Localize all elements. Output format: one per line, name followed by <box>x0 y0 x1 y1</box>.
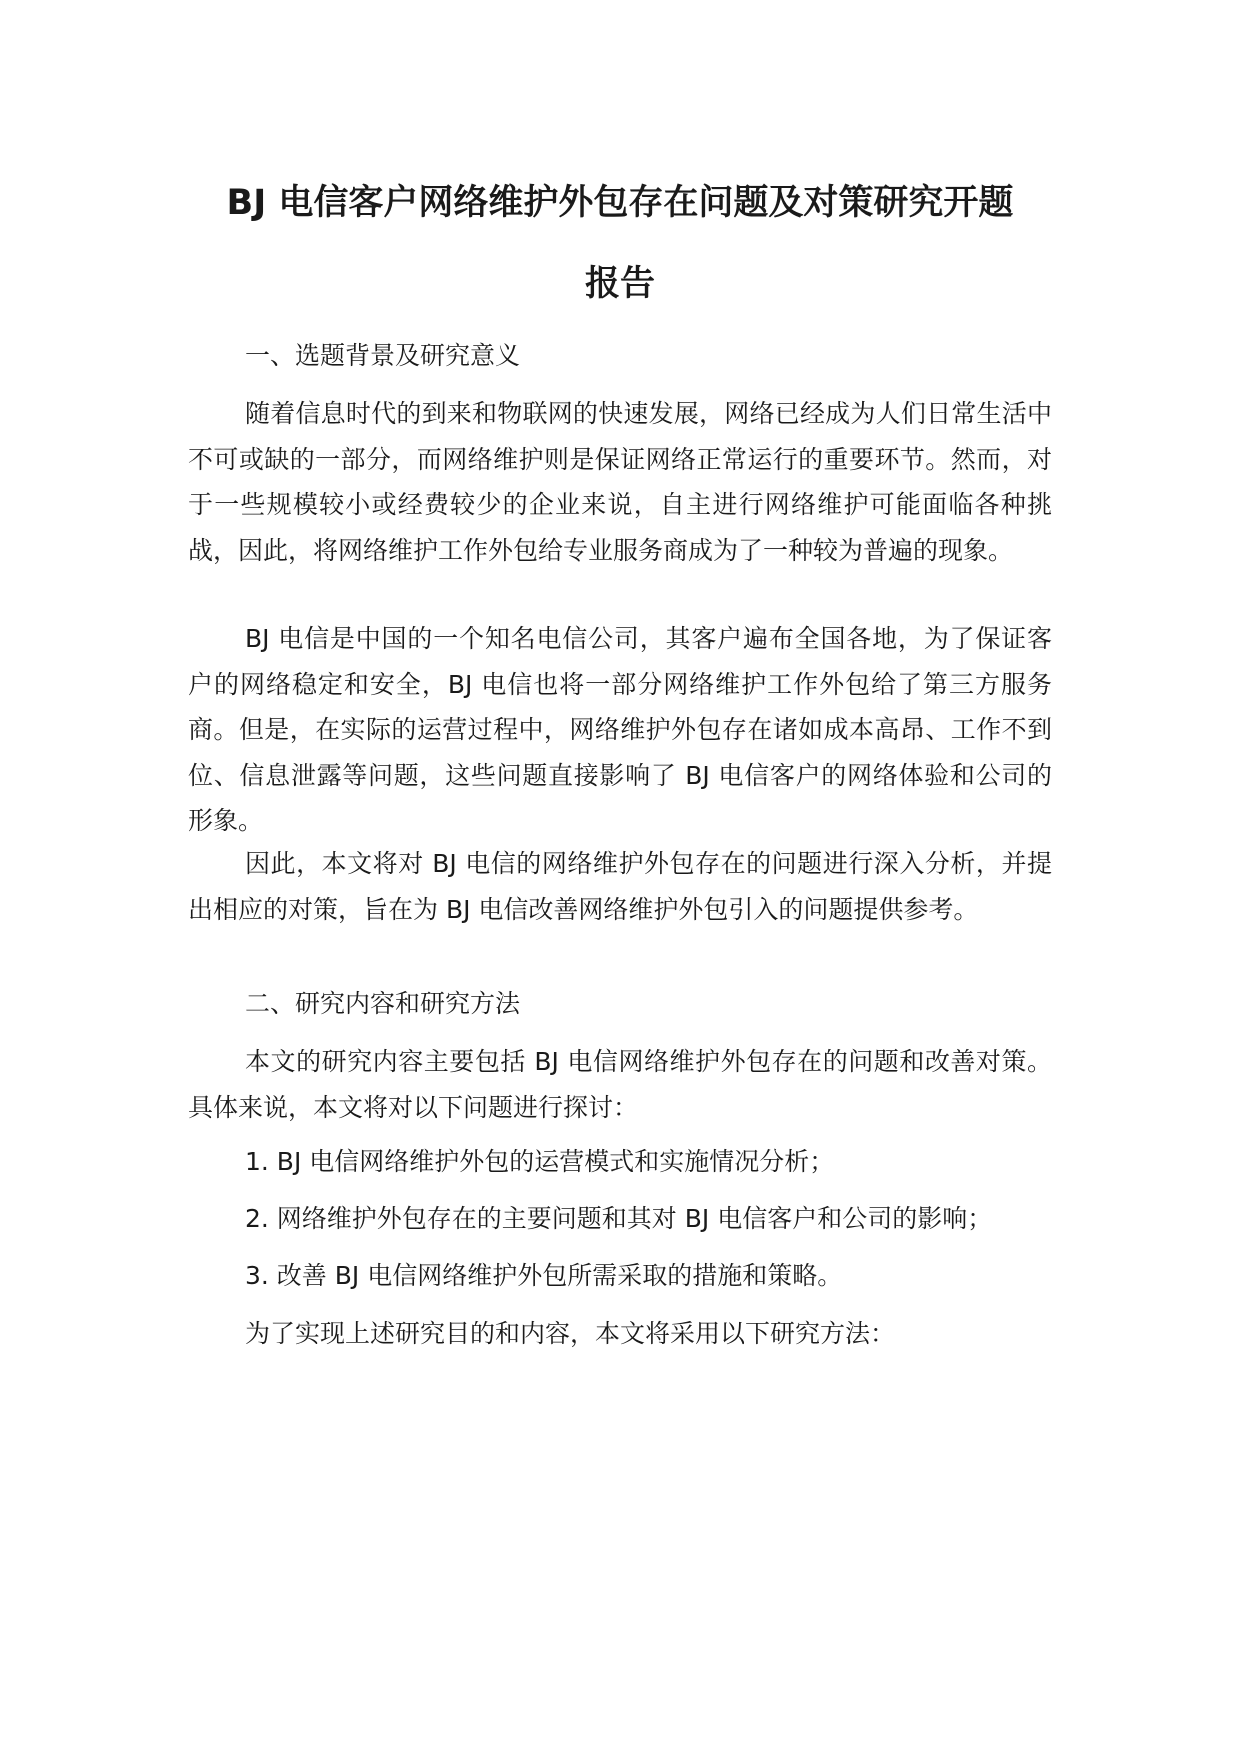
document-title-line-1: BJ 电信客户网络维护外包存在问题及对策研究开题 <box>226 183 1014 223</box>
list-item: 3. 改善 BJ 电信网络维护外包所需采取的措施和策略。 <box>245 1261 843 1290</box>
paragraph-research-methods: 为了实现上述研究目的和内容，本文将采用以下研究方法： <box>245 1319 896 1348</box>
section-heading-background: 一、选题背景及研究意义 <box>245 341 521 370</box>
list-item: 2. 网络维护外包存在的主要问题和其对 BJ 电信客户和公司的影响； <box>245 1204 993 1233</box>
paragraph-background: 随着信息时代的到来和物联网的快速发展，网络已经成为人们日常生活中不可或缺的一部分，而网络维护则是保证网络正常运行的重要环节。然而，对于一些规模较小或经费较少的企业来说，自主进行网络维护可能面临各种挑战，因此，将网络维护工作外包给专业服务商成为了一种较为普遍的现象。 <box>188 399 1052 565</box>
document-title-line-2: 报告 <box>584 264 655 304</box>
list-item: 1. BJ 电信网络维护外包的运营模式和实施情况分析； <box>245 1147 835 1176</box>
paragraph-research-content: 本文的研究内容主要包括 BJ 电信网络维护外包存在的问题和改善对策。具体来说，本文将对以下问题进行探讨： <box>188 1047 1052 1122</box>
section-heading-content-methods: 二、研究内容和研究方法 <box>245 989 521 1018</box>
paragraph-purpose: 因此，本文将对 BJ 电信的网络维护外包存在的问题进行深入分析，并提出相应的对策，旨在为 BJ 电信改善网络维护外包引入的问题提供参考。 <box>188 849 1052 924</box>
paragraph-bj-telecom: BJ 电信是中国的一个知名电信公司，其客户遍布全国各地，为了保证客户的网络稳定和安全，BJ 电信也将一部分网络维护工作外包给了第三方服务商。但是，在实际的运营过程中，网络维护外包存在诸如成本高昂、工作不到位、信息泄露等问题，这些问题直接影响了 BJ 电信客户的网络体验和公司的形象。 <box>188 624 1052 835</box>
